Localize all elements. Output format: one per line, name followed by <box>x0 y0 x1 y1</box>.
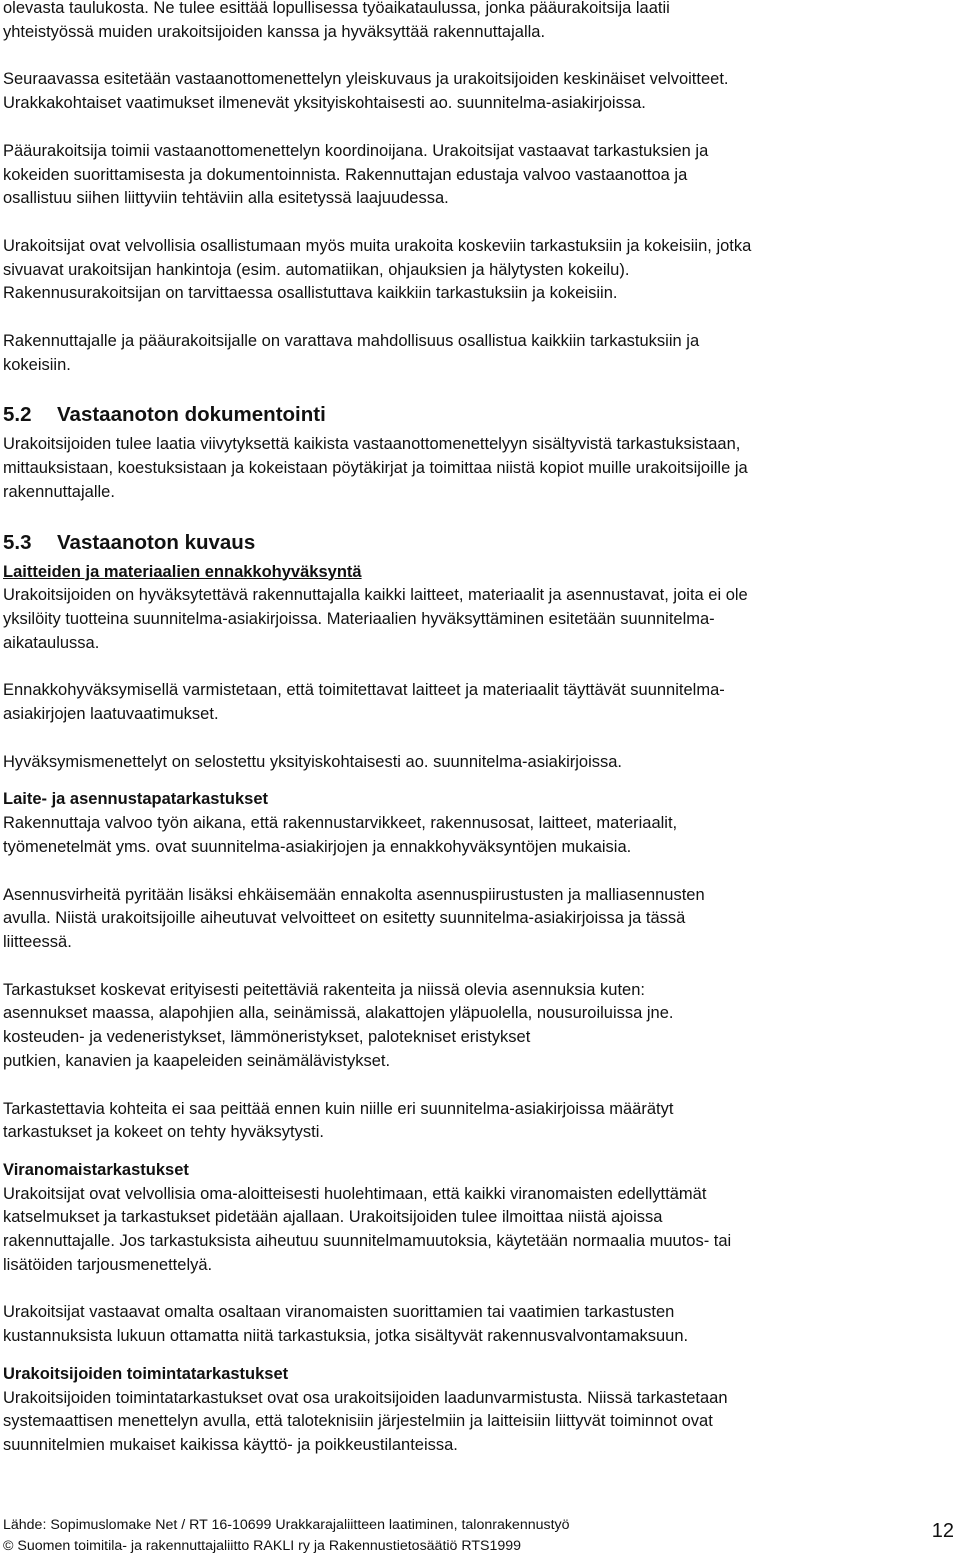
text-line: Rakennuttajalle ja pääurakoitsijalle on varattava mahdollisuus osallistua kaikkiin tarkastuksiin ja <box>3 332 700 351</box>
text-line: liitteessä. <box>3 932 72 951</box>
paragraph-cost <box>3 1301 953 1348</box>
text-line: asiakirjojen laatuvaatimukset. <box>3 705 219 724</box>
paragraph-overview <box>3 68 953 115</box>
text-line: Urakoitsijoiden on hyväksytettävä rakennuttajalla kaikki laitteet, materiaalit ja asennustavat, joita ei ole <box>3 586 748 605</box>
text-line: tarkastukset ja kokeet on tehty hyväksytysti. <box>3 1123 324 1142</box>
paragraph-covered <box>3 979 953 1074</box>
paragraph-verify <box>3 679 953 726</box>
section-number: 5.2 <box>3 403 32 427</box>
text-line: Tarkastettavia kohteita ei saa peittää ennen kuin niille eri suunnitelma-asiakirjoissa määrätyt <box>3 1099 674 1118</box>
section-title: Vastaanoton dokumentointi <box>57 403 326 427</box>
paragraph-operational <box>3 1387 953 1458</box>
text-line: työmenetelmät yms. ovat suunnitelma-asiakirjojen ja ennakkohyväksyntöjen mukaisia. <box>3 837 632 856</box>
text-line: Urakoitsijat vastaavat omalta osaltaan viranomaisten suorittamien tai vaatimien tarkastusten <box>3 1303 675 1322</box>
text-line: Seuraavassa esitetään vastaanottomenettelyn yleiskuvaus ja urakoitsijoiden keskinäiset velvoitteet. <box>3 70 729 89</box>
text-line: Urakoitsijoiden toimintatarkastukset ovat osa urakoitsijoiden laadunvarmistusta. Niissä tarkastetaan <box>3 1388 728 1407</box>
text-line: Pääurakoitsija toimii vastaanottomenettelyn koordinoijana. Urakoitsijat vastaavat tarkastuksien ja <box>3 141 709 160</box>
subheading-preapproval: Laitteiden ja materiaalien ennakkohyväksyntä <box>3 562 362 581</box>
text-line: katselmukset ja tarkastukset pidetään ajallaan. Urakoitsijoiden tulee ilmoittaa niistä ajoissa <box>3 1208 663 1227</box>
text-line: Hyväksymismenettelyt on selostettu yksityiskohtaisesti ao. suunnitelma-asiakirjoissa. <box>3 752 622 771</box>
text-line: avulla. Niistä urakoitsijoille aiheutuvat velvoitteet on esitetty suunnitelma-asiakirjoissa ja tässä <box>3 909 686 928</box>
paragraph-coordinator <box>3 140 953 211</box>
text-line: Urakkakohtaiset vaatimukset ilmenevät yksityiskohtaisesti ao. suunnitelma-asiakirjoissa. <box>3 94 646 113</box>
text-line: rakennuttajalle. <box>3 482 115 501</box>
text-line: kosteuden- ja vedeneristykset, lämmöneristykset, palotekniset eristykset <box>3 1028 531 1047</box>
text-line: mittauksistaan, koestuksistaan ja kokeistaan pöytäkirjat ja toimittaa niistä kopiot muille urakoitsijoille ja <box>3 459 748 478</box>
text-line: Rakennusurakoitsijan on tarvittaessa osallistuttava kaikkiin tarkastuksiin ja kokeisiin. <box>3 284 618 303</box>
page-number: 12 <box>931 1520 954 1542</box>
paragraph-preapproval <box>3 584 953 655</box>
text-line: Rakennuttaja valvoo työn aikana, että rakennustarvikkeet, rakennusosat, laitteet, materiaalit, <box>3 814 678 833</box>
text-line: rakennuttajalle. Jos tarkastuksista aiheutuu suunnitelmamuutoksia, käytetään normaalia muutos- tai <box>3 1232 732 1251</box>
text-line: olevasta taulukosta. Ne tulee esittää lopullisessa työaikataulussa, jonka pääurakoitsija laatii <box>3 0 670 17</box>
page-footer <box>3 1515 953 1556</box>
subheading-authority: Viranomaistarkastukset <box>3 1160 189 1179</box>
section-number: 5.3 <box>3 530 32 554</box>
text-line: yhteistyössä muiden urakoitsijoiden kanssa ja hyväksyttää rakennuttajalla. <box>3 22 546 41</box>
section-heading-5-2 <box>3 401 953 429</box>
paragraph-opportunity <box>3 330 953 377</box>
footer-copyright: © Suomen toimitila- ja rakennuttajaliitto RAKLI ry ja Rakennustietosäätiö RTS1999 <box>3 1537 522 1554</box>
subheading-operational: Urakoitsijoiden toimintatarkastukset <box>3 1364 289 1383</box>
text-line: putkien, kanavien ja kaapeleiden seinämälävistykset. <box>3 1051 391 1070</box>
footer-source: Lähde: Sopimuslomake Net / RT 16-10699 Urakkarajaliitteen laatiminen, talonrakennustyö <box>3 1517 570 1533</box>
paragraph-installation <box>3 812 953 859</box>
paragraph-nocover <box>3 1098 953 1145</box>
text-line: sivuavat urakoitsijan hankintoja (esim. automatiikan, ohjauksien ja hälytysten kokeilu). <box>3 260 630 279</box>
text-line: asennukset maassa, alapohjien alla, seinämissä, alakattojen yläpuolella, nousuroiluissa jne. <box>3 1004 674 1023</box>
paragraph-intro <box>3 0 953 44</box>
text-line: Asennusvirheitä pyritään lisäksi ehkäisemään ennakolta asennuspiirustusten ja malliasennusten <box>3 885 705 904</box>
text-line: lisätöiden tarjousmenettelyä. <box>3 1255 213 1274</box>
paragraph-procedures <box>3 751 953 775</box>
text-line: kokeiden suorittamisesta ja dokumentoinnista. Rakennuttajan edustaja valvoo vastaanottoa ja <box>3 165 688 184</box>
text-line: Urakoitsijoiden tulee laatia viivytyksettä kaikista vastaanottomenettelyyn sisältyvistä tarkastuksistaan, <box>3 435 741 454</box>
section-heading-5-3 <box>3 529 953 557</box>
text-line: kokeisiin. <box>3 355 71 374</box>
subheading-installation: Laite- ja asennustapatarkastukset <box>3 790 269 809</box>
text-line: Tarkastukset koskevat erityisesti peitettäviä rakenteita ja niissä olevia asennuksia kuten: <box>3 980 645 999</box>
document-page <box>3 0 953 1458</box>
text-line: systemaattisen menettelyn avulla, että taloteknisiin järjestelmiin ja laitteisiin liittyvät toiminnot ovat <box>3 1412 713 1431</box>
paragraph-authority <box>3 1183 953 1278</box>
text-line: Urakoitsijat ovat velvollisia osallistumaan myös muita urakoita koskeviin tarkastuksiin ja kokeisiin, jotka <box>3 236 752 255</box>
text-line: aikataulussa. <box>3 633 100 652</box>
text-line: kustannuksista lukuun ottamatta niitä tarkastuksia, jotka sisältyvät rakennusvalvontamaksuun. <box>3 1327 689 1346</box>
text-line: osallistuu siihen liittyviin tehtäviin alla esitetyssä laajuudessa. <box>3 189 449 208</box>
paragraph-errors <box>3 884 953 955</box>
text-line: yksilöity tuotteina suunnitelma-asiakirjoissa. Materiaalien hyväksyttäminen esitetään suunnitelma- <box>3 609 715 628</box>
paragraph-obligation <box>3 235 953 306</box>
section-title: Vastaanoton kuvaus <box>57 530 256 554</box>
text-line: suunnitelmien mukaiset kaikissa käyttö- ja poikkeustilanteissa. <box>3 1435 458 1454</box>
paragraph-documentation <box>3 433 953 504</box>
text-line: Ennakkohyväksymisellä varmistetaan, että toimitettavat laitteet ja materiaalit täyttävät suunnitelma- <box>3 681 725 700</box>
text-line: Urakoitsijat ovat velvollisia oma-aloitteisesti huolehtimaan, että kaikki viranomaisten edellyttämät <box>3 1184 707 1203</box>
